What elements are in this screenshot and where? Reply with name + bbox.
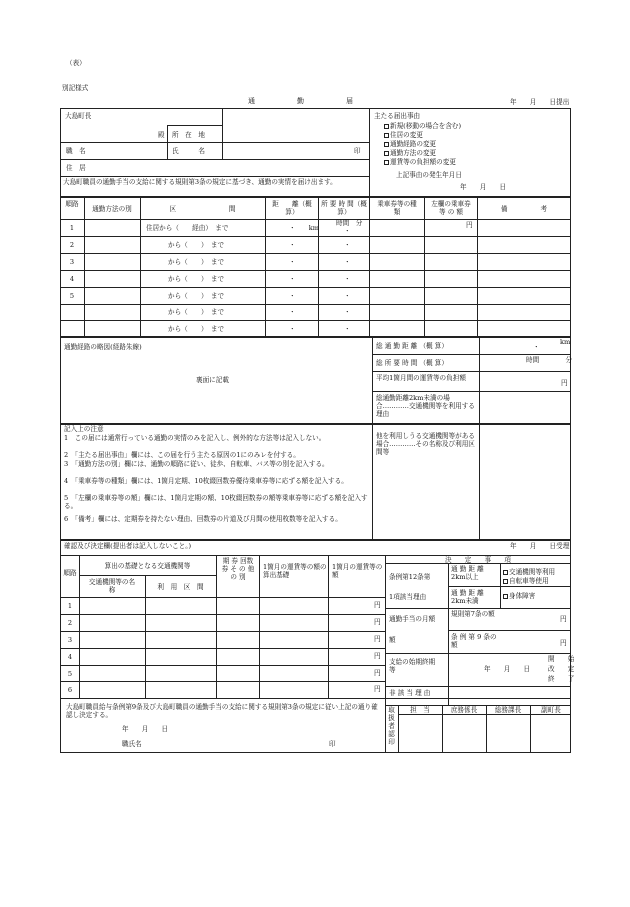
decision-title: 決 定 事 項 [445, 556, 511, 564]
col-remarks: 備 考 [500, 205, 548, 213]
row-distance: ・ km [289, 224, 320, 232]
row-section: から（ ） まで [168, 275, 225, 283]
option-transport[interactable]: 交通機関等利用 [503, 568, 555, 576]
col-time: 所 要 時 間（概 算） [321, 200, 374, 216]
officer-label: 職氏名 [122, 740, 142, 748]
row-no: 2 [69, 241, 75, 249]
submit-date: 年 月 日提出 [510, 98, 570, 106]
sign-date: 年 月 日 [122, 725, 169, 733]
option-disability[interactable]: 身体障害 [503, 592, 535, 600]
notes-title: 記入上の注意 [64, 425, 104, 433]
row-distance: ・ [289, 275, 296, 283]
basis-header: 算出の基礎となる交通機関等 [104, 562, 191, 570]
confirm-row-no: 1 [67, 602, 73, 610]
col-method: 通勤方法の別 [92, 205, 132, 213]
col-section: 区 間 [169, 205, 236, 213]
occurrence-label: 上記事由の発生年月日 [396, 171, 462, 179]
handler-label: 取扱者認印 [388, 706, 395, 746]
confirm-row-no: 2 [67, 619, 73, 627]
stamp-header: 担 当 [410, 706, 430, 714]
stamp-header: 総務課長 [494, 706, 522, 714]
monthly-basis-header: 1箇月の運賃等の額の算出基礎 [263, 563, 327, 579]
row-time: ・ [344, 241, 351, 249]
row-time: ・ [344, 258, 351, 266]
row-no: 5 [69, 292, 75, 300]
total-time-unit: 時間 分 [526, 356, 573, 364]
row-distance: ・ [289, 292, 296, 300]
start-date: 年 月 日 [484, 665, 531, 673]
stamp-header: 副町長 [541, 706, 561, 714]
option-bicycle[interactable]: 自転車等使用 [503, 577, 549, 585]
total-distance-unit: km [560, 338, 571, 346]
yen-unit: 円 [374, 601, 381, 609]
yen-unit: 円 [374, 635, 381, 643]
confirm-title: 確認及び決定欄(提出者は記入しないこと。) [64, 542, 192, 550]
declaration-text: 大島町職員の通勤手当の支給に関する規則第3条の規定に基づき、通勤の実情を届け出ます。 [63, 178, 337, 186]
reason-title: 主たる届出事由 [374, 112, 421, 120]
dono-label: 殿 [158, 131, 165, 139]
col-ticket-kind: 乗車券等の種 類 [377, 200, 437, 216]
row-no: 1 [69, 224, 75, 232]
dist-under-label: 通 勤 距 離 2km未満 [451, 589, 484, 605]
form-label: 別記様式 [62, 84, 89, 92]
received-date: 年 月 日受理 [510, 542, 570, 550]
name-label: 氏 名 [172, 147, 205, 155]
reason-new[interactable]: 新規(移動の場合を含む) [384, 122, 461, 130]
other-transport-label: 他を利用しうる交通機関等がある場合…………その名称及び利用区間等 [376, 432, 475, 456]
reason-fare[interactable]: 運賃等の負担額の変更 [384, 158, 456, 166]
confirm-row-no: 4 [67, 653, 73, 661]
route-table [60, 197, 571, 337]
table-tag: （表） [66, 59, 86, 67]
checkbox-icon [384, 160, 389, 165]
statement-text: 大島町職員給与条例第9条及び大島町職員の通勤手当の支給に関する規則第3条の規定に従い上記の通り確認し決定する。 [66, 703, 378, 719]
row-no: 4 [69, 275, 75, 283]
dist-over-label: 通 勤 距 離 2km以上 [451, 565, 484, 581]
row-distance: ・ [289, 308, 296, 316]
row-distance: ・ [289, 325, 296, 333]
row-time: ・ [344, 275, 351, 283]
note-item: 2 「主たる届出事由」欄には、この届を行う主たる原因の1にのみレを付する。 [64, 451, 300, 459]
kaitei-label: 改 定 [548, 665, 575, 673]
article12-line1: 条例第12条第 [389, 573, 431, 581]
reason-route[interactable]: 通勤経路の変更 [384, 140, 436, 148]
row-time: 時間 分 [336, 219, 363, 227]
stamp-header: 庶務係長 [450, 706, 478, 714]
checkbox-icon [384, 151, 389, 156]
yen-unit: 円 [560, 615, 567, 623]
org-name-header: 交通機関等の名 称 [88, 578, 149, 594]
period-header: 期 券 回数 券 そ の 他 の 別 [221, 557, 255, 581]
note-item: 1 この届には通常行っている通勤の実情のみを記入し、例外的な方法等は記入しない。 [64, 434, 326, 442]
col-distance: 距 離（概 算） [272, 200, 319, 216]
checkbox-icon [503, 570, 508, 575]
checkbox-icon [503, 579, 508, 584]
row-section: から（ ） まで [168, 325, 225, 333]
monthly-fare-label: 平均1箇月間の運賃等の負担額 [376, 374, 466, 382]
row-section: から（ ） まで [168, 241, 225, 249]
total-time-label: 総 所 要 時 間 （概 算） [376, 359, 448, 367]
form-page: （表） 別記様式 通 勤 届 年 月 日提出 大島町長 殿 所 在 地 職 名 氏 名 印 住 居 大島町職員の通勤手当の支給に関する規則第3条の規定に基づき、通勤の実情を届け出ます。 主たる届出事由 新規(移動の場合を含む) 住居の変更 通勤経路の変更 通勤方法の変更 運賃等の負担額の変更 上記事由の発生年月日 年 月 日 順路 通勤方法の別 区 間 距 離（概 算） 所 要 時 間（概 算） 乗車券等の種 類 左欄の乗車券 等 の 額 備 考 1 住居から（ 経由） まで ・ km 時間 分 ・ 円 2 から（ ） まで ・ ・ 3 から（ ） まで ・ ・ 4 から（ ） まで ・ ・ 5 から（ ） まで ・ ・ から（ ） まで ・ ・ から（ ） まで ・ ・ 通勤経路の略図(経路朱線) 裏面に記載 総 通 勤 距 離 （概 算） km ・ 総 所 要 時 間 （概 算） 時間 分 平均1箇月間の運賃等の負担額 円 総通勤距離2km未満の場合…………交通機関等を利用する理由 記入上の注意 1 この届には通常行っている通勤の実情のみを記入し、例外的な方法等は記入しない。 2 「主たる届出事由」欄には、この届を行う主たる原因の1にのみレを付する。 3 「通勤方法の別」欄には、通勤の順路に従い、徒歩、自転車、バス等の別を記入する。 4 「乗車券等の種類」欄には、1箇月定期、10枚綴回数券優待乗車券等に応ずる額を記入する。 5 「左欄の乗車券等の額」欄には、1箇月定期の額、10枚綴回数券の額等乗車券等に応ずる額を記入する。 6 「備考」欄には、定期券を持たない理由、回数券の片道及び月間の使用枚数等を記入する。 他を利用しうる交通機関等がある場合…………その名称及び利用区間等 確認及び決定欄(提出者は記入しないこと。) 年 月 日受理 順路 算出の基礎となる交通機関等 交通機関等の名 称 利 用 区 間 期 券 回数 券 そ の 他 の 別 1箇月の運賃等の額の算出基礎 1箇月の運賃等の額 1 2 3 4 5 6 円 円 円 円 円 円 決 定 事 項 条例第12条第 1項該当理由 通 勤 距 離 2km以上 通 勤 距 離 2km未満 交通機関等利用 自転車等使用 身体障害 通勤手当の月額 額 規則第7条の額 円 条 例 第 9 条の額 円 支給の始期終期 等 年 月 日 開 始 改 定 終 了 非 該 当 理 由 大島町職員給与条例第9条及び大島町職員の通勤手当の支給に関する規則第3条の規定に従い上記の通り確認し決定する。 年 月 日 職氏名 印 取扱者認印 担 当 庶務係長 総務課長 副町長 [0, 0, 630, 907]
row-no: 3 [69, 258, 75, 266]
start-label: 支給の始期終期 等 [389, 658, 462, 674]
confirm-row-no: 3 [67, 636, 73, 644]
checkbox-icon [384, 142, 389, 147]
officer-seal: 印 [329, 740, 336, 748]
under2km-label: 総通勤距離2km未満の場合…………交通機関等を利用する理由 [376, 394, 475, 418]
confirm-col-no: 順路 [63, 569, 77, 577]
row-time: ・ [344, 292, 351, 300]
seal-label: 印 [354, 147, 361, 155]
row-section: 住居から（ 経由） まで [146, 224, 229, 232]
row-time: ・ [344, 308, 351, 316]
row-amount: 円 [466, 221, 473, 229]
yen-unit: 円 [560, 639, 567, 647]
yen-unit: 円 [374, 618, 381, 626]
reason-residence[interactable]: 住居の変更 [384, 131, 423, 139]
note-item: 6 「備考」欄には、定期券を持たない理由、回数券の片道及び月間の使用枚数等を記入する。 [64, 515, 342, 523]
usage-header: 利 用 区 間 [157, 583, 204, 591]
checkbox-icon [503, 594, 508, 599]
row-distance: ・ [289, 241, 296, 249]
rule7-label: 規則第7条の額 [451, 610, 495, 618]
row-section: から（ ） まで [168, 258, 225, 266]
reason-method[interactable]: 通勤方法の変更 [384, 149, 436, 157]
note-item: 4 「乗車券等の種類」欄には、1箇月定期、10枚綴回数券優待乗車券等に応ずる額を記入する。 [64, 477, 348, 485]
article12-line2: 1項該当理由 [389, 593, 427, 601]
row-time-dot: ・ [344, 227, 351, 235]
checkbox-icon [384, 133, 389, 138]
yen-unit: 円 [374, 652, 381, 660]
note-item: 3 「通勤方法の別」欄には、通勤の順路に従い、徒歩、自転車、バス等の別を記入する。 [64, 460, 329, 468]
row-time: ・ [344, 325, 351, 333]
address-label: 所 在 地 [172, 131, 205, 139]
total-distance-dot: ・ [533, 343, 540, 351]
map-back-note: 裏面に記載 [196, 376, 229, 384]
row-section: から（ ） まで [168, 308, 225, 316]
monthly-amount-header: 1箇月の運賃等の額 [332, 563, 383, 579]
form-title: 通 勤 届 [248, 97, 353, 105]
map-title: 通勤経路の略図(経路朱線) [64, 343, 142, 351]
total-distance-label: 総 通 勤 距 離 （概 算） [376, 342, 448, 350]
kaishi-label: 開 始 [548, 655, 575, 663]
occurrence-date: 年 月 日 [460, 183, 507, 191]
residence-label: 住 居 [66, 164, 86, 172]
checkbox-icon [384, 124, 389, 129]
yen-unit: 円 [374, 685, 381, 693]
shuryo-label: 終 了 [548, 675, 575, 683]
row-distance: ・ [289, 258, 296, 266]
monthly-fare-unit: 円 [561, 379, 568, 387]
addressee: 大島町長 [65, 112, 92, 120]
nonapplicable-label: 非 該 当 理 由 [389, 689, 431, 697]
rule9-label: 条 例 第 9 条の額 [451, 633, 497, 649]
confirm-row-no: 6 [67, 686, 73, 694]
confirm-row-no: 5 [67, 670, 73, 678]
col-ticket-amount: 左欄の乗車券 等 の 額 [431, 200, 471, 216]
col-no: 順路 [65, 200, 79, 208]
job-label: 職 名 [66, 147, 86, 155]
row-section: から（ ） まで [168, 292, 225, 300]
allowance-label: 通勤手当の月額 [389, 615, 436, 623]
note-item: 5 「左欄の乗車券等の額」欄には、1箇月定期の額、10枚綴回数券の額等乗車券等に応ずる額を記入する。 [64, 494, 368, 510]
yen-unit: 円 [374, 669, 381, 677]
